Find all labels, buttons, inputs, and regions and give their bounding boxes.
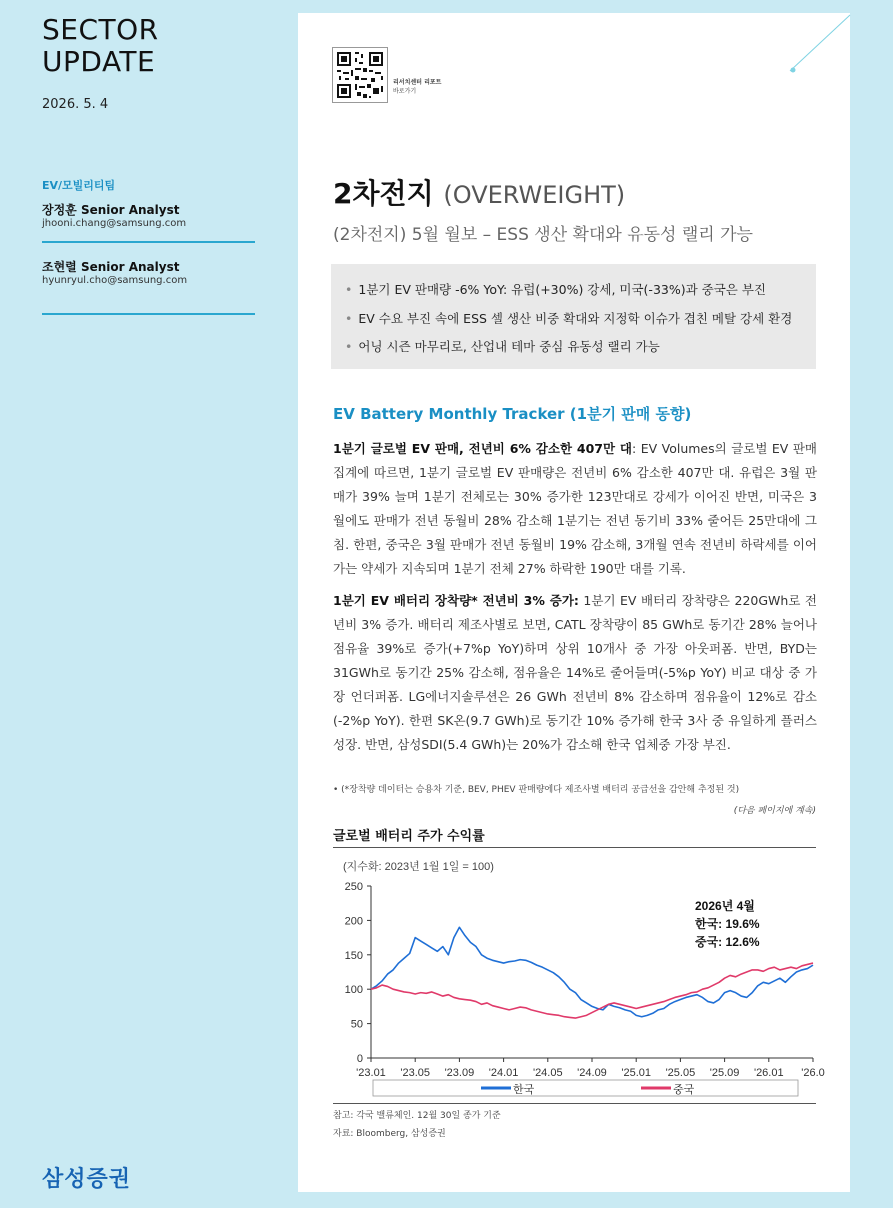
series-line-china [371,963,813,1018]
footnote: • (*장착량 데이터는 승용차 기준, BEV, PHEV 판매량에다 제조사별 배터리 공급선을 감안해 추정된 것) [333,785,740,795]
page-subtitle: (2차전지) 5월 월보 – ESS 생산 확대와 유동성 랠리 가능 [333,225,753,245]
qr-caption [393,78,441,96]
report-type-line1: SECTOR [42,13,159,46]
sector-name: 2차전지 [333,177,434,210]
summary-bullet: • EV 수요 부진 속에 ESS 셀 생산 비중 확대와 지정학 이슈가 겹친 메탈 강세 환경 [345,305,816,334]
divider [42,241,255,243]
qr-caption-line2: 바로가기 [393,88,417,95]
annotation-line: 중국: 12.6% [695,935,760,949]
y-tick-label: 100 [344,984,363,997]
chart-legend [373,1080,798,1096]
x-tick-label: '23.09 [444,1067,475,1079]
analyst-name: 장정훈 Senior Analyst [42,203,180,217]
paragraph-text: 1분기 EV 배터리 장착량은 220GWh로 전년비 3% 증가. 배터리 제조사별로 보면, CATL 장착량이 85 GWh로 동기간 28% 늘어나 점유율 39%로 증가(+7%p YoY)하며 상위 10개사 중 가장 아웃퍼폼. 반면, BYD는 31GWh로 동기간 25% 감소해, 점유율은 14%로 줄어들며(-5%p YoY) 비교 대상 중 가장 언더퍼폼. LG에너지솔루션은 26 GWh 전년비 8% 감소하며 점유율이 12%로 감소(-2%p YoY). 한편 SK온(9.7 GWh)로 동기간 10% 증가해 한국 3사 중 유일하게 플러스 성장. 반면, 삼성SDI(5.4 GWh)는 20%가 감소해 한국 업체중 가장 부진. [333,593,817,752]
divider [42,313,255,315]
chart-bottom-rule [333,1103,816,1104]
x-tick-label: '25.09 [709,1067,740,1079]
chart-note: 참고: 각국 밸류체인. 12월 30일 종가 기준 [333,1111,501,1121]
analyst-1 [42,201,186,229]
qr-code[interactable] [332,47,388,103]
chart-unit-label: (지수화: 2023년 1월 1일 = 100) [343,861,494,873]
y-tick-label: 50 [350,1018,363,1031]
summary-bullet: • 1분기 EV 판매량 -6% YoY: 유럽(+30%) 강세, 미국(-33%)과 중국은 부진 [345,276,816,305]
chart-title: 글로벌 배터리 주가 수익률 [333,829,485,844]
x-tick-label: '24.05 [532,1067,563,1079]
chart-annotation [694,898,760,949]
y-tick-label: 250 [344,881,363,893]
x-tick-label: '26.01 [753,1067,784,1079]
paragraph-battery-install [333,589,817,757]
paragraph-text: : EV Volumes의 글로벌 EV 판매 집계에 따르면, 1분기 글로벌 EV 판매량은 전년비 6% 감소한 407만 대. 유럽은 3월 판매가 39% 늘며 1분기 전체로는 30% 증가한 123만대로 강세가 이어진 반면, 미국은 3월에도 판매가 전년 동월비 28% 감소해 1분기는 전년 동기비 33% 줄어든 25만대에 그침. 한편, 중국은 3월 판매가 전년 동월비 19% 감소해, 3개월 연속 전년비 하락세를 이어가는 약세가 지속되며 1분기 전체 27% 하락한 190만 대를 기록. [333,441,817,576]
y-tick-label: 200 [344,915,363,928]
summary-box [331,264,816,369]
qr-caption-line1: 리서치센터 리포트 [393,79,442,86]
sector-rating: (OVERWEIGHT) [443,181,626,209]
team-name: EV/모빌리티팀 [42,179,116,192]
x-tick-label: '25.05 [665,1067,696,1079]
paragraph-lead: 1분기 글로벌 EV 판매, 전년비 6% 감소한 407만 대 [333,441,632,456]
qr-code-icon [333,48,387,102]
decorative-line [790,15,850,71]
y-tick-label: 0 [356,1053,363,1065]
x-tick-label: '26.0 [801,1067,825,1079]
analyst-email[interactable]: hyunryul.cho@samsung.com [42,275,188,286]
stock-return-chart [333,850,825,1102]
summary-bullet: • 어닝 시즌 마무리로, 산업내 테마 중심 유동성 랠리 가능 [345,333,816,362]
legend-box [373,1080,798,1096]
analyst-2 [42,258,187,286]
report-type [42,14,159,78]
legend-label: 한국 [513,1084,535,1096]
paragraph-lead: 1분기 EV 배터리 장착량* 전년비 3% 증가: [333,593,579,608]
analyst-name: 조현렬 Senior Analyst [42,260,180,274]
analyst-email[interactable]: jhooni.chang@samsung.com [42,218,187,229]
report-type-line2: UPDATE [42,45,156,78]
chart-source: 자료: Bloomberg, 삼성증권 [333,1129,446,1139]
y-tick-label: 150 [344,949,363,962]
chart-top-rule [333,847,816,848]
legend-label: 중국 [673,1084,695,1096]
section-heading: EV Battery Monthly Tracker (1분기 판매 동향) [333,405,692,423]
x-tick-label: '24.01 [488,1067,519,1079]
x-tick-label: '23.05 [400,1067,431,1079]
annotation-line: 한국: 19.6% [695,917,760,931]
annotation-line: 2026년 4월 [695,899,755,913]
report-date: 2026. 5. 4 [42,97,109,112]
x-tick-label: '23.01 [356,1067,386,1079]
company-logo: 삼성증권 [42,1167,132,1192]
page-title [333,172,625,212]
paragraph-ev-sales [333,437,817,581]
continued-note: (다음 페이지에 계속) [733,806,816,816]
x-tick-label: '25.01 [621,1067,652,1079]
x-tick-label: '24.09 [577,1067,607,1079]
